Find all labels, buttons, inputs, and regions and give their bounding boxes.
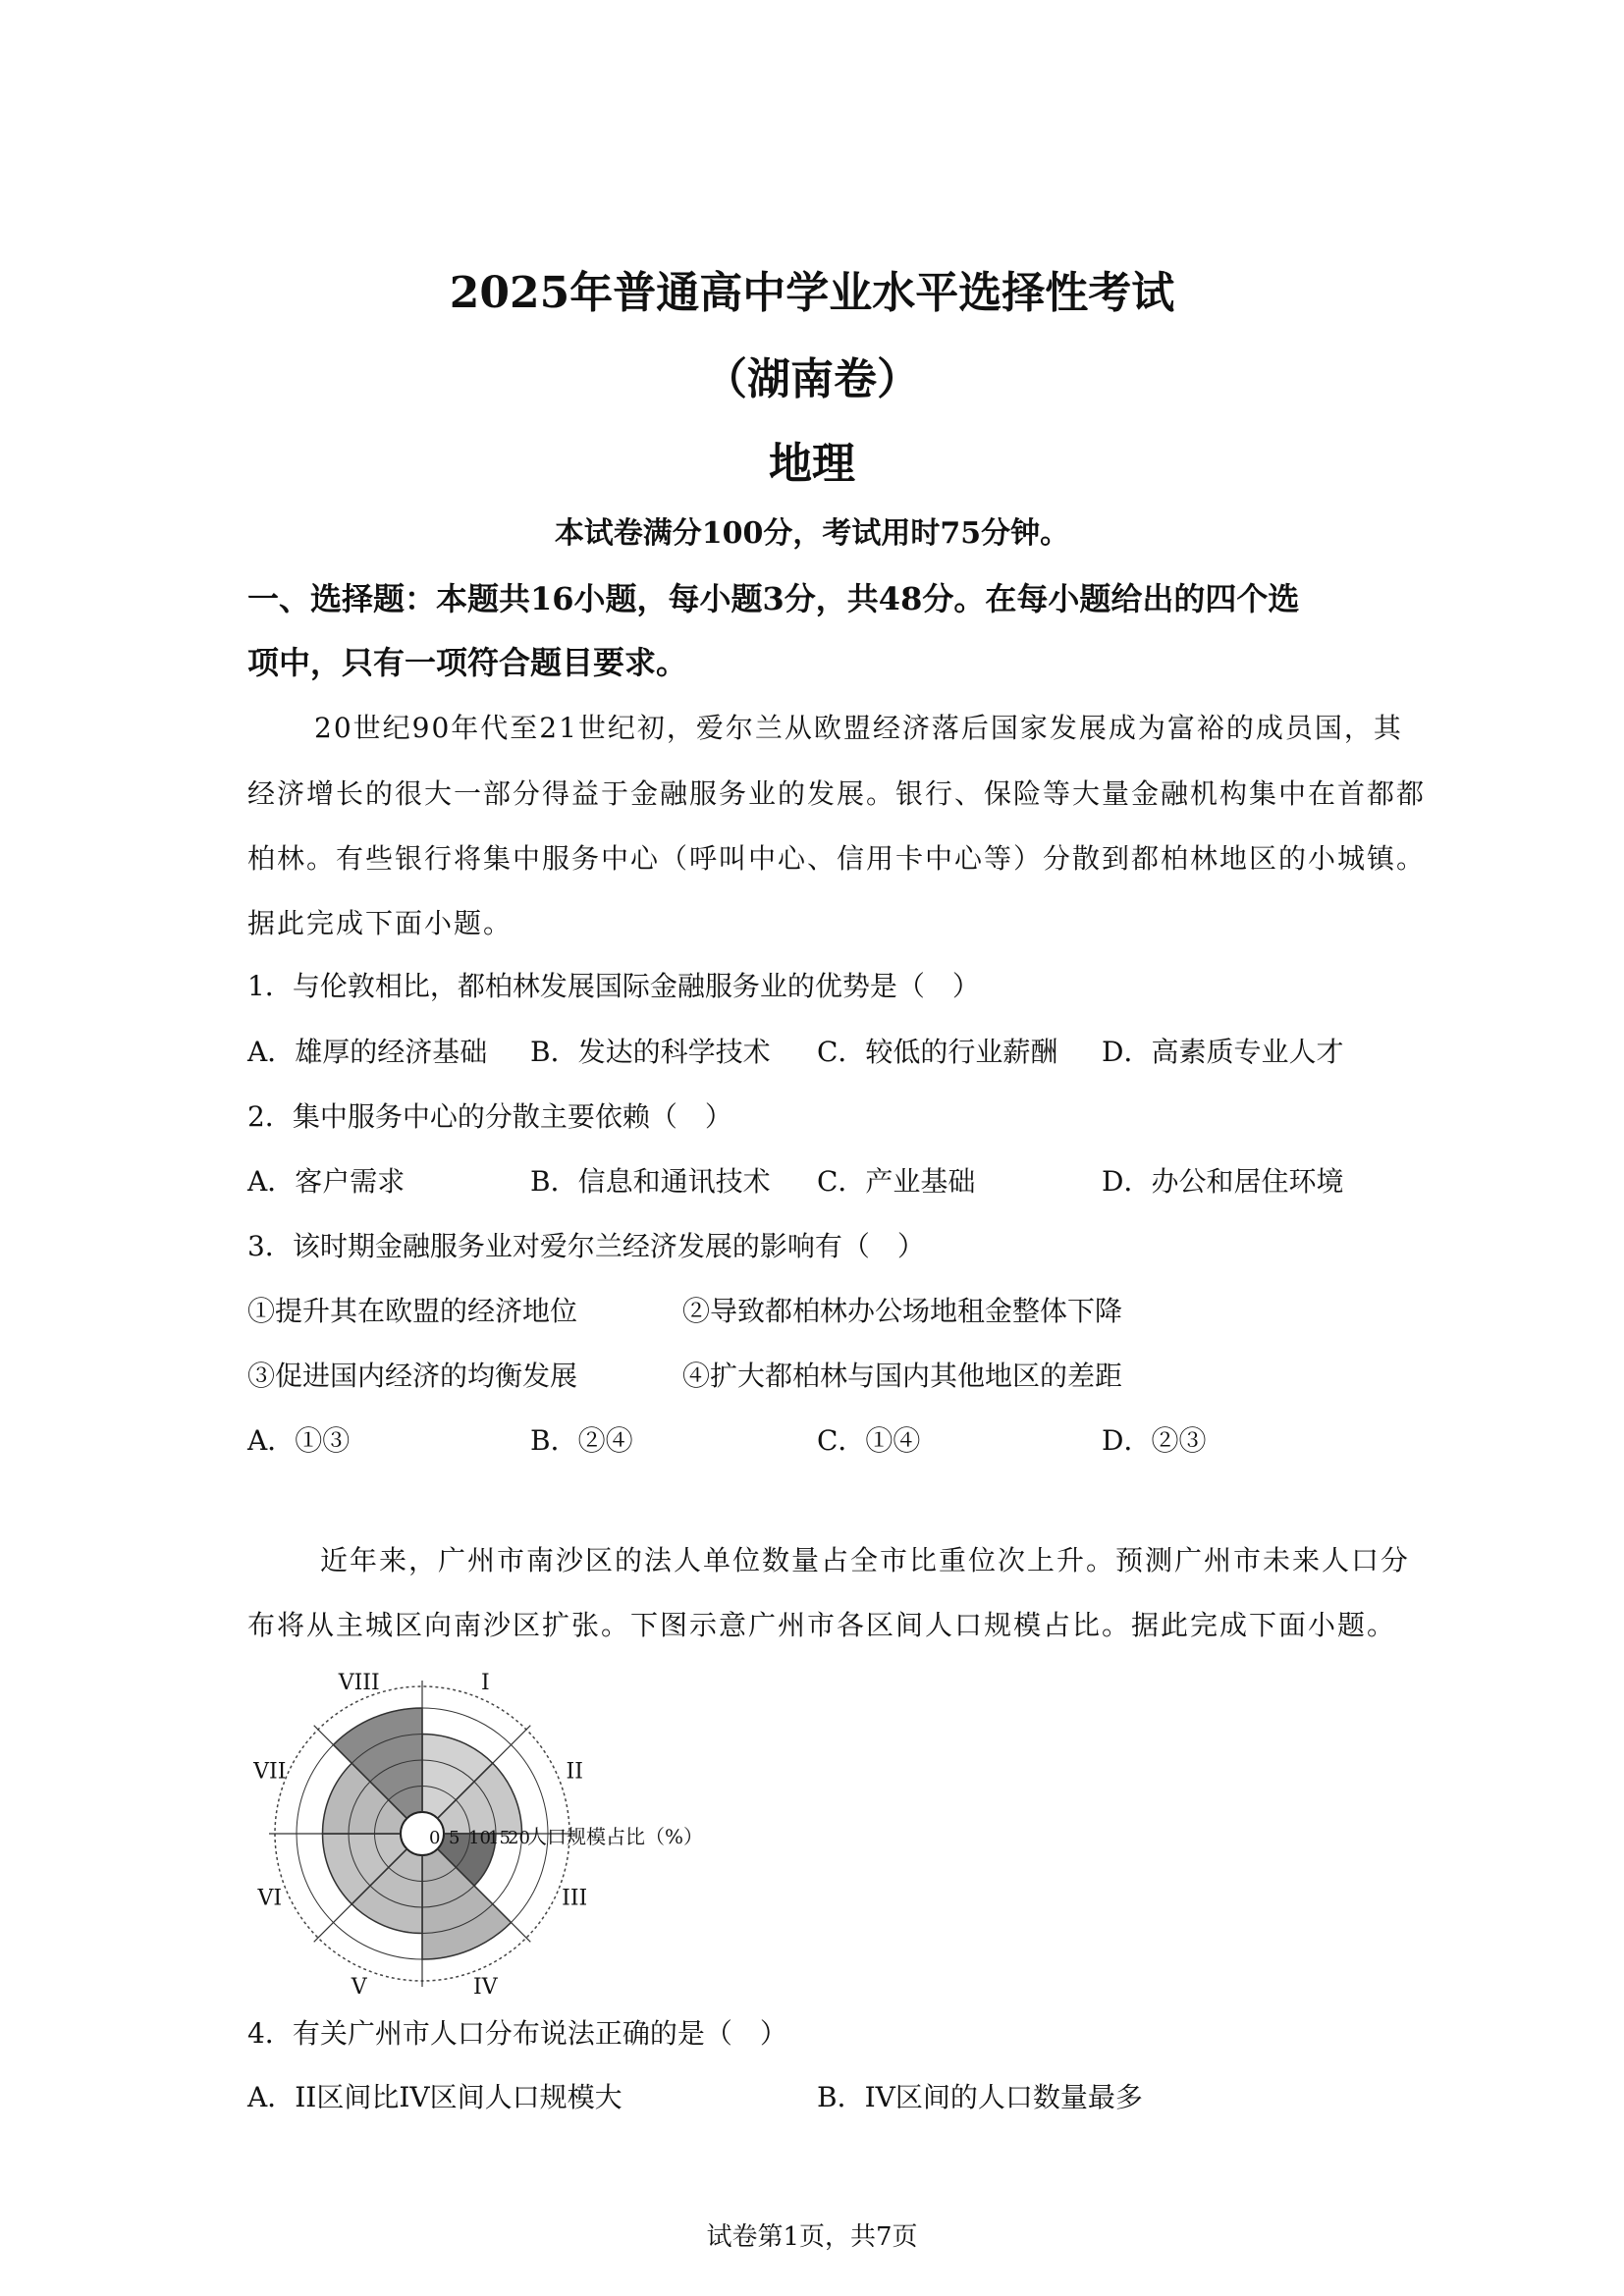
sector-label-III: III bbox=[562, 1886, 588, 1911]
q1-option-a: A．雄厚的经济基础 bbox=[247, 1036, 488, 1068]
population-polar-chart bbox=[253, 1669, 785, 2001]
passage2-line: 布将从主城区向南沙区扩张。下图示意广州市各区间人口规模占比。据此完成下面小题。 bbox=[247, 1609, 1397, 1641]
exam-title: 2025年普通高中学业水平选择性考试 bbox=[449, 268, 1175, 318]
q2-option-c: C．产业基础 bbox=[817, 1165, 976, 1198]
subject-title: 地理 bbox=[769, 439, 855, 489]
q2-option-a: A．客户需求 bbox=[247, 1165, 406, 1198]
q4-option-b: B．IV区间的人口数量最多 bbox=[817, 2081, 1143, 2113]
q3-option-d: D．②③ bbox=[1102, 1424, 1207, 1457]
page-footer: 试卷第1页，共7页 bbox=[706, 2222, 918, 2252]
passage1-line: 柏林。有些银行将集中服务中心（呼叫中心、信用卡中心等）分散到都柏林地区的小城镇。 bbox=[247, 842, 1427, 875]
sector-label-I: I bbox=[480, 1670, 490, 1695]
radial-tick-label: 15 bbox=[488, 1828, 511, 1848]
q3-item-2: ②导致都柏林办公场地租金整体下降 bbox=[682, 1295, 1123, 1327]
radial-tick-label: 0 bbox=[429, 1828, 441, 1848]
section1-heading-line2: 项中，只有一项符合题目要求。 bbox=[247, 644, 688, 681]
q3-option-a: A．①③ bbox=[247, 1424, 351, 1457]
q1-option-b: B．发达的科学技术 bbox=[530, 1036, 771, 1068]
passage2-line: 近年来，广州市南沙区的法人单位数量占全市比重位次上升。预测广州市未来人口分 bbox=[320, 1544, 1411, 1576]
section1-heading-line1: 一、选择题：本题共16小题，每小题3分，共48分。在每小题给出的四个选 bbox=[247, 580, 1300, 617]
q4-option-a: A．II区间比IV区间人口规模大 bbox=[247, 2081, 623, 2113]
q4-stem: 4．有关广州市人口分布说法正确的是（ ） bbox=[247, 2017, 787, 2050]
radial-tick-label: 5 bbox=[449, 1828, 460, 1848]
q3-stem: 3．该时期金融服务业对爱尔兰经济发展的影响有（ ） bbox=[247, 1230, 925, 1262]
passage1-line: 经济增长的很大一部分得益于金融服务业的发展。银行、保险等大量金融机构集中在首都都 bbox=[247, 777, 1427, 810]
radial-axis-label: 人口规模占比（%） bbox=[527, 1825, 704, 1848]
sector-label-VI: VI bbox=[257, 1886, 283, 1911]
q3-option-b: B．②④ bbox=[530, 1424, 633, 1457]
radial-tick-label: 10 bbox=[468, 1828, 491, 1848]
q1-option-c: C．较低的行业薪酬 bbox=[817, 1036, 1058, 1068]
passage1-line: 据此完成下面小题。 bbox=[247, 907, 514, 939]
q2-option-d: D．办公和居住环境 bbox=[1102, 1165, 1344, 1198]
q3-item-3: ③促进国内经济的均衡发展 bbox=[247, 1360, 578, 1392]
q1-stem: 1．与伦敦相比，都柏林发展国际金融服务业的优势是（ ） bbox=[247, 970, 980, 1002]
q1-option-d: D．高素质专业人才 bbox=[1102, 1036, 1344, 1068]
sector-label-V: V bbox=[351, 1975, 367, 2001]
q3-option-c: C．①④ bbox=[817, 1424, 921, 1457]
exam-subtitle: （湖南卷） bbox=[704, 354, 920, 404]
exam-note: 本试卷满分100分，考试用时75分钟。 bbox=[554, 516, 1070, 551]
q3-item-1: ①提升其在欧盟的经济地位 bbox=[247, 1295, 578, 1327]
sector-label-VIII: VIII bbox=[338, 1670, 380, 1695]
q3-item-4: ④扩大都柏林与国内其他地区的差距 bbox=[682, 1360, 1123, 1392]
sector-label-IV: IV bbox=[473, 1975, 498, 2001]
radial-tick-label: 20 bbox=[508, 1828, 530, 1848]
passage1-line: 20世纪90年代至21世纪初，爱尔兰从欧盟经济落后国家发展成为富裕的成员国，其 bbox=[314, 712, 1403, 744]
q2-option-b: B．信息和通讯技术 bbox=[530, 1165, 771, 1198]
sector-label-VII: VII bbox=[253, 1759, 287, 1785]
q2-stem: 2．集中服务中心的分散主要依赖（ ） bbox=[247, 1100, 732, 1133]
sector-label-II: II bbox=[566, 1759, 583, 1785]
